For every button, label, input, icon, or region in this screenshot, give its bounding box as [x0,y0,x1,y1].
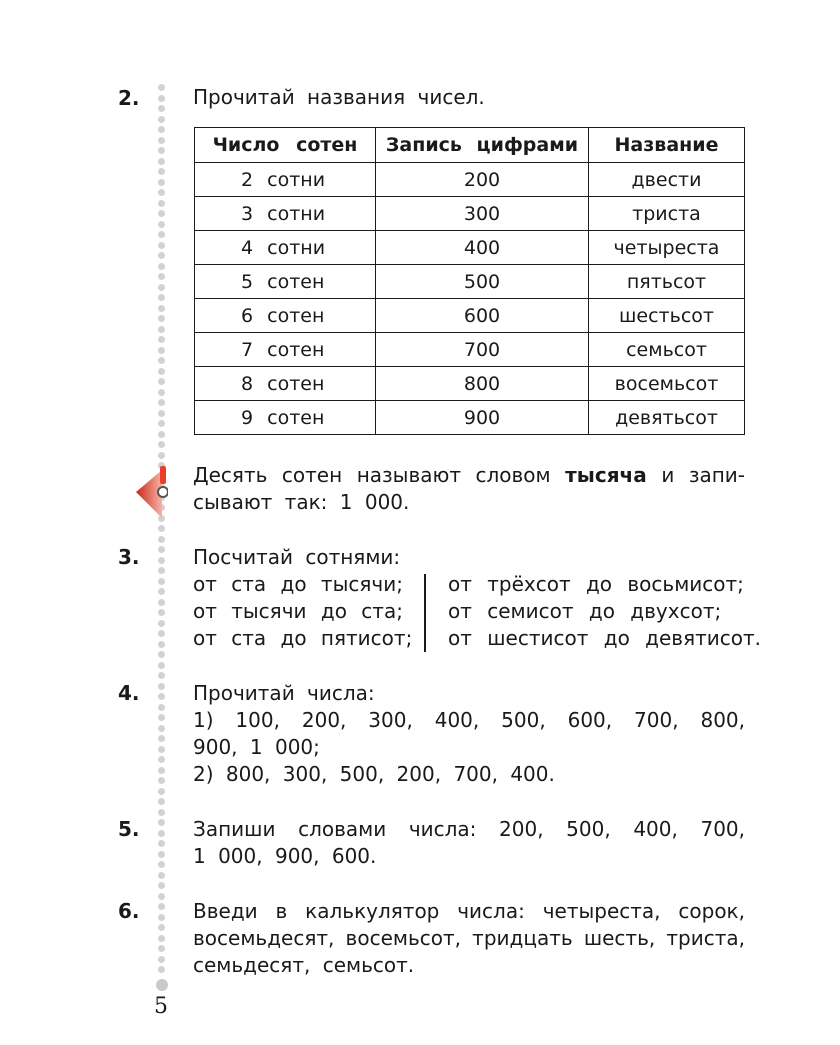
cell-count: 3 сотни [195,197,376,231]
margin-dot [158,819,165,826]
margin-dot [158,620,165,627]
task-4-line-1: 1) 100, 200, 300, 400, 500, 600, 700, 800, [193,708,745,732]
cell-digits: 200 [376,163,589,197]
task-3-right-2: от семисот до двухсот; [448,599,722,623]
task-3-number: 3. [118,545,140,569]
header-count: Число сотен [195,128,376,163]
margin-dot [158,168,165,175]
note-text-after: и запи- [661,463,746,487]
margin-dot [158,683,165,690]
margin-dot [158,693,165,700]
margin-dot [158,557,165,564]
task-6-line-3: семьдесят, семьсот. [193,953,415,977]
margin-dot [158,389,165,396]
margin-dot [158,242,165,249]
table-row [195,333,745,367]
margin-dot [158,263,165,270]
margin-dot [158,746,165,753]
margin-dot [158,315,165,322]
task-3-left-1: от ста до тысячи; [193,572,403,596]
cell-name: восемьсот [589,367,745,401]
margin-dot [158,767,165,774]
margin-dot [158,966,165,973]
margin-dot [158,840,165,847]
margin-dot [158,704,165,711]
margin-dot [158,536,165,543]
column-divider [424,574,426,652]
cell-name: шестьсот [589,299,745,333]
margin-dot [158,441,165,448]
task-3-right-3: от шестисот до девятисот. [448,626,761,650]
margin-dot [158,788,165,795]
task-4-number: 4. [118,681,140,705]
task-5-number: 5. [118,817,140,841]
note-line-2: сывают так: 1 000. [193,490,410,514]
margin-dot [158,861,165,868]
header-name: Название [589,128,745,163]
margin-dot [158,126,165,133]
task-4-line-3: 2) 800, 300, 500, 200, 700, 400. [193,762,555,786]
margin-dot [158,924,165,931]
header-digits: Запись цифрами [376,128,589,163]
margin-dot [158,105,165,112]
task-3-left-2: от тысячи до ста; [193,599,403,623]
table-row [195,197,745,231]
cell-name: двести [589,163,745,197]
margin-dots [158,84,168,984]
cell-name: четыреста [589,231,745,265]
margin-dot [158,305,165,312]
table-row [195,163,745,197]
margin-dot [158,546,165,553]
margin-dot [158,735,165,742]
cell-digits: 900 [376,401,589,435]
margin-dot [158,798,165,805]
margin-dot [158,777,165,784]
task-4-instruction: Прочитай числа: [193,681,375,705]
cell-count: 4 сотни [195,231,376,265]
margin-dot [158,158,165,165]
cell-count: 2 сотни [195,163,376,197]
margin-dot [158,567,165,574]
cell-count: 6 сотен [195,299,376,333]
margin-dot [158,809,165,816]
margin-dot [158,725,165,732]
margin-dot [158,378,165,385]
margin-dot [158,641,165,648]
margin-dot [158,368,165,375]
cell-digits: 500 [376,265,589,299]
margin-dot [158,893,165,900]
task-3-instruction: Посчитай сотнями: [193,545,401,569]
cell-name: семьсот [589,333,745,367]
task-3-left-3: от ста до пятисот; [193,626,413,650]
task-3-right-1: от трёхсот до восьмисот; [448,572,744,596]
margin-dot [158,284,165,291]
margin-dot [158,294,165,301]
cell-count: 5 сотен [195,265,376,299]
margin-dot [158,221,165,228]
margin-dot [158,851,165,858]
margin-dot [158,273,165,280]
margin-dot [158,116,165,123]
table-row [195,231,745,265]
margin-dot [158,179,165,186]
task-2-instruction: Прочитай названия чисел. [193,85,485,109]
cell-name: пятьсот [589,265,745,299]
margin-dot [158,830,165,837]
cell-name: девятьсот [589,401,745,435]
note-line-1 [193,462,745,489]
margin-dot [158,95,165,102]
margin-dot [158,347,165,354]
table-row [195,299,745,333]
margin-dot [158,137,165,144]
attention-marker-icon [134,466,168,522]
margin-dot [158,714,165,721]
margin-dot [158,662,165,669]
margin-dot [158,200,165,207]
task-4-line-2: 900, 1 000; [193,735,320,759]
task-5-line-1: Запиши словами числа: 200, 500, 400, 700, [193,817,745,841]
margin-dot [158,609,165,616]
margin-dot [158,945,165,952]
margin-dot [158,599,165,606]
table-row [195,401,745,435]
margin-dot [158,410,165,417]
cell-count: 9 сотен [195,401,376,435]
cell-count: 8 сотен [195,367,376,401]
cell-digits: 400 [376,231,589,265]
margin-dot [158,420,165,427]
margin-dot [158,651,165,658]
note-text-before: Десять сотен называют словом [193,463,551,487]
page-number: 5 [154,994,168,1019]
table-row [195,367,745,401]
table-header-row [195,128,745,163]
cell-name: триста [589,197,745,231]
margin-dot [158,399,165,406]
margin-dot [158,588,165,595]
margin-dot [158,431,165,438]
margin-dot-end [156,979,168,991]
task-6-line-2: восемьдесят, восемьсот, тридцать шесть, триста, [193,926,745,950]
margin-dot [158,147,165,154]
margin-dot [158,882,165,889]
margin-dot [158,872,165,879]
table-row [195,265,745,299]
task-6-line-1: Введи в калькулятор числа: четыреста, сорок, [193,899,745,923]
note-bold-word: тысяча [565,463,647,487]
margin-dot [158,756,165,763]
margin-dot [158,326,165,333]
margin-dot [158,935,165,942]
cell-digits: 600 [376,299,589,333]
margin-dot [158,578,165,585]
margin-dot [158,252,165,259]
hundreds-table [194,127,745,435]
margin-dot [158,210,165,217]
margin-dot [158,84,165,91]
task-6-number: 6. [118,899,140,923]
margin-dot [158,357,165,364]
margin-dot [158,903,165,910]
margin-dot [158,672,165,679]
cell-digits: 300 [376,197,589,231]
cell-digits: 800 [376,367,589,401]
cell-digits: 700 [376,333,589,367]
task-2-number: 2. [118,86,140,110]
cell-count: 7 сотен [195,333,376,367]
task-5-line-2: 1 000, 900, 600. [193,844,377,868]
margin-dot [158,956,165,963]
margin-dot [158,336,165,343]
margin-dot [158,914,165,921]
margin-dot [158,189,165,196]
margin-dot [158,525,165,532]
margin-dot [158,452,165,459]
margin-dot [158,630,165,637]
margin-dot [158,231,165,238]
